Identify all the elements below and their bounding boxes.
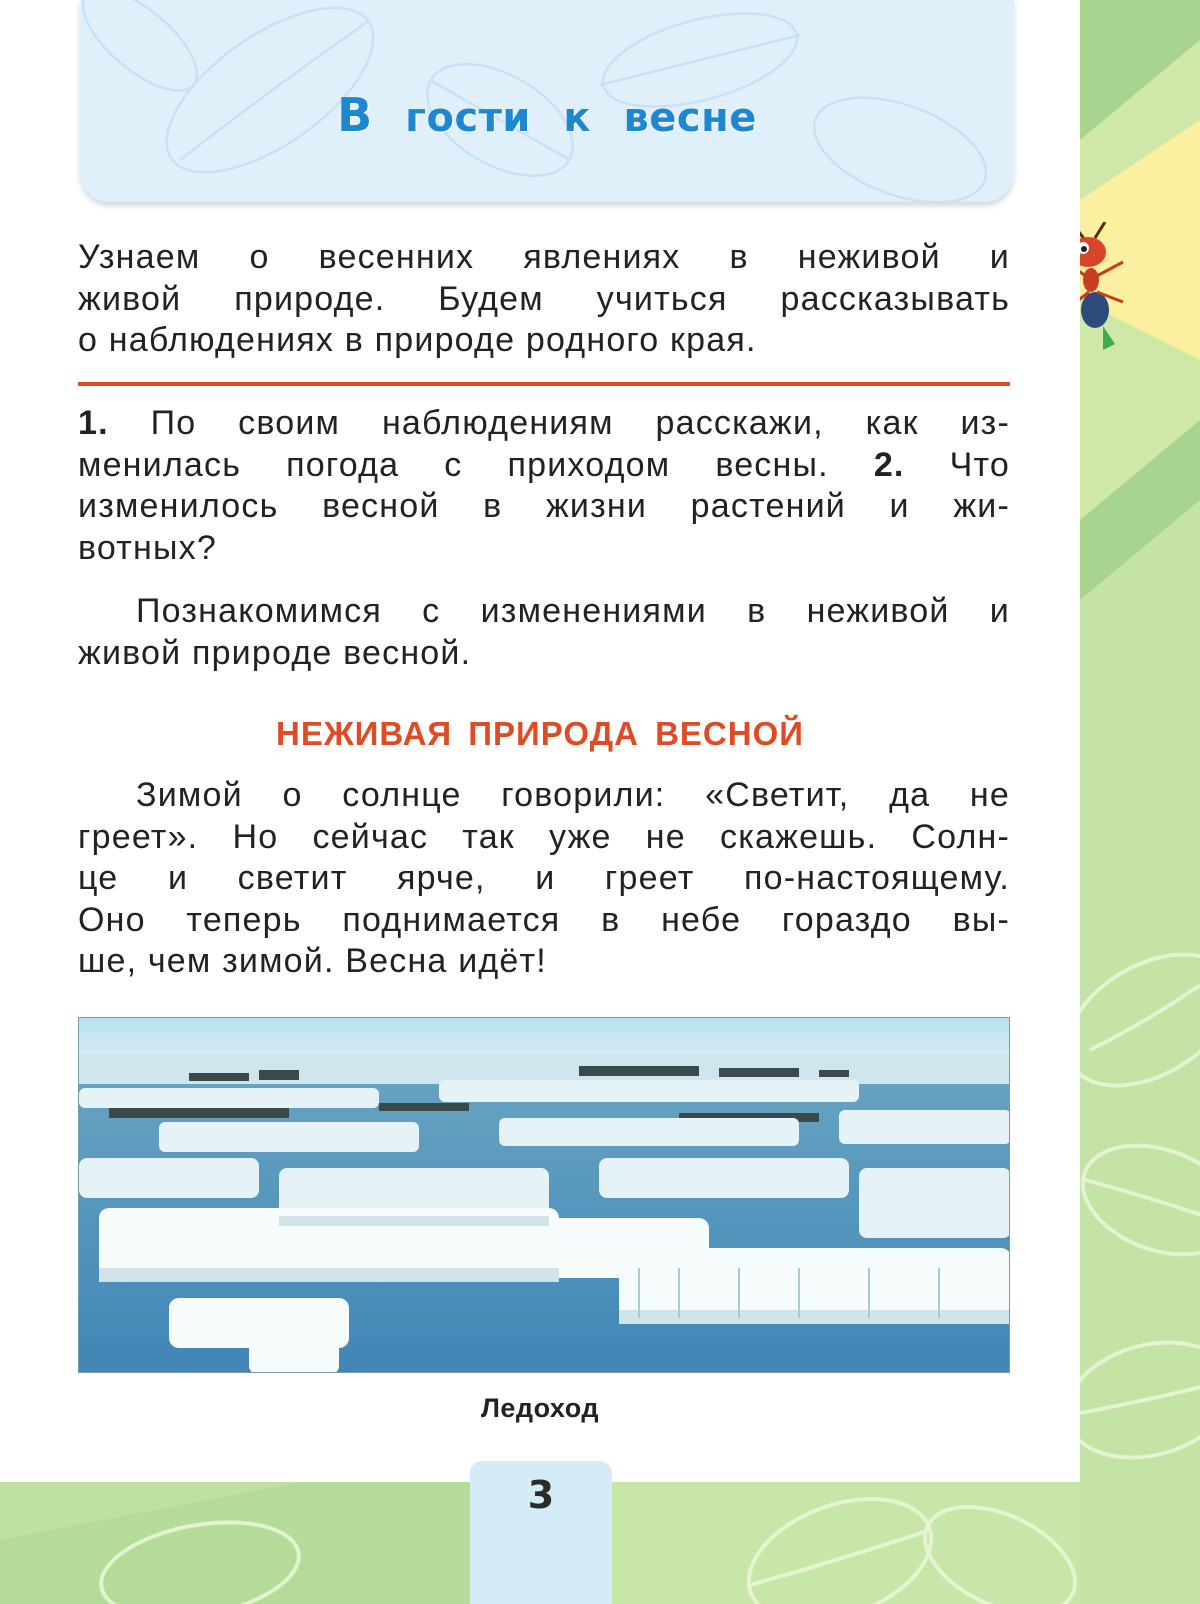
- chapter-title-rest: гости к весне: [405, 95, 757, 141]
- section-line: греет». Но сейчас так уже не скажешь. Солн-: [78, 817, 1010, 856]
- intro-line: живой природе. Будем учиться рассказывать: [78, 279, 1010, 318]
- question-text: менилась погода с приходом весны.: [78, 445, 829, 484]
- intro-line: о наблюдениях в природе родного края.: [78, 321, 757, 359]
- transition-paragraph: [78, 591, 1010, 674]
- questions-paragraph: [78, 403, 1010, 569]
- question-line: вотных?: [78, 528, 217, 567]
- question-number: 1.: [78, 404, 109, 442]
- photo-caption: Ледоход: [480, 1393, 600, 1423]
- intro-paragraph: [78, 237, 1010, 362]
- chapter-title-banner: [80, 0, 1014, 202]
- section-line: це и светит ярче, и греет по-настоящему.: [78, 859, 1010, 897]
- page-number: 3: [527, 1473, 555, 1517]
- transition-line: Познакомимся с изменениями в неживой и: [136, 592, 1010, 630]
- section-heading: НЕЖИВАЯ ПРИРОДА ВЕСНОЙ: [276, 715, 804, 752]
- question-line: [78, 445, 1010, 487]
- chapter-title: [80, 88, 1014, 142]
- page-number-tab: [470, 1461, 612, 1604]
- question-line: изменилось весной в жизни растений и жи-: [78, 487, 1010, 525]
- question-text: По своим наблюдениям расскажи, как из-: [150, 404, 1010, 442]
- question-number: 2.: [873, 445, 905, 484]
- intro-line: Узнаем о весенних явлениях в неживой и: [78, 238, 1010, 276]
- section-line: Зимой о солнце говорили: «Светит, да не: [136, 776, 1010, 814]
- section-line: Оно теперь поднимается в небе гораздо вы-: [78, 900, 1010, 939]
- ice-drift-photo: [78, 1017, 1010, 1373]
- question-text: Что: [949, 445, 1010, 484]
- ice-drift-image: [79, 1018, 1010, 1373]
- section-divider: [78, 382, 1010, 386]
- transition-line: живой природе весной.: [78, 633, 472, 672]
- section-paragraph: [78, 775, 1010, 983]
- section-line: ше, чем зимой. Весна идёт!: [78, 942, 547, 980]
- chapter-title-initial: В: [337, 88, 373, 142]
- question-line: [78, 403, 1010, 445]
